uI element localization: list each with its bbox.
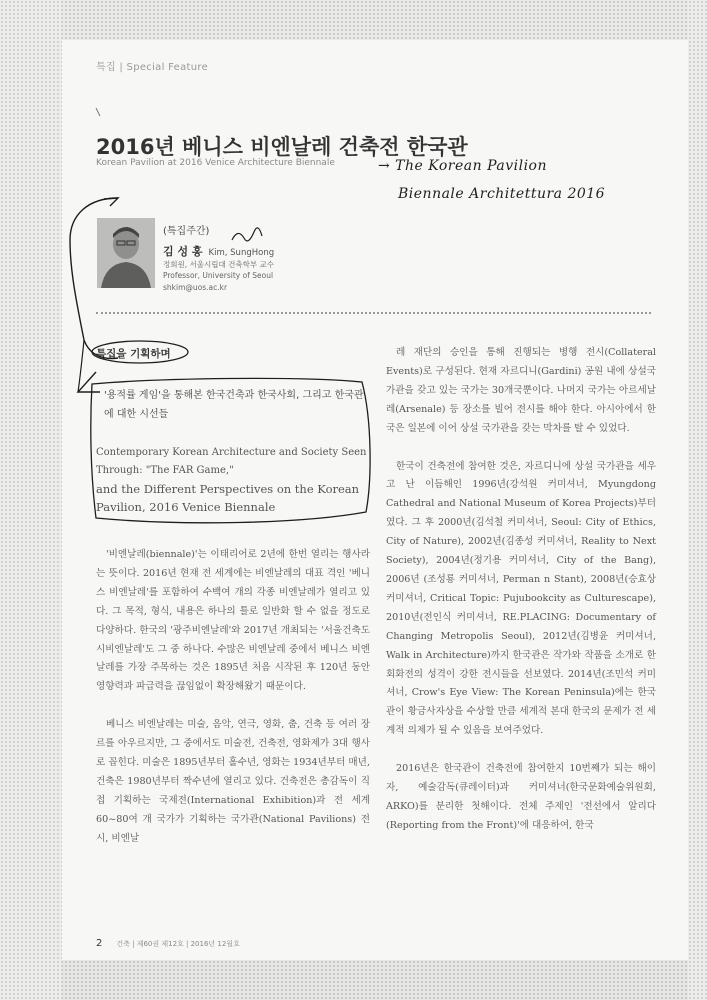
intro-english-line1: Contemporary Korean Architecture and Society Seen Through: "The FAR Game," [96,447,367,476]
author-portrait-icon [97,218,155,288]
body-paragraph: 2016년은 한국관이 건축전에 참여한지 10번째가 되는 해이자, 예술감독(큐레이터)과 커미셔너(한국문화예술위원회, ARKO)를 분리한 첫해이다. 전체 주제인 '전선에서 알리다(Reporting from the Front)'에 대응하여, 한국 [386,763,656,831]
intro-korean: '용적률 게임'을 통해본 한국건축과 한국사회, 그리고 한국관에 대한 시선들 [104,390,364,420]
handwritten-translation-line2: Biennale Architettura 2016 [398,186,606,202]
handwritten-translation-line1: → The Korean Pavilion [378,158,547,174]
body-column-right [386,344,656,855]
body-paragraph: '비엔날레(biennale)'는 이태리어로 2년에 한번 열리는 행사라는 뜻이다. 2016년 현재 전 세계에는 비엔날레의 대표 격인 '베니스 비엔날레'를 포함하여 수백여 개의 각종 비엔날레가 열리고 있다. 그 목적, 형식, 내용은 하나의 틀로 일반화 할 수 없을 정도로 다양하다. 한국의 '광주비엔날레'와 2017년 개최되는 '서울건축도시비엔날레'도 그 중 하나다. 수많은 비엔날레 중에서 베니스 비엔날레를 가장 주목하는 것은 1895년 처음 시작된 후 120년 동안 영향력과 파급력을 끊임없이 확장해왔기 때문이다. [96,549,370,693]
author-name-ko: 김 성 홍 [163,245,203,258]
section-label: 특집 | Special Feature [96,62,209,73]
author-email: shkim@uos.ac.kr [163,283,228,292]
scan-border-top [0,0,707,40]
author-position-ko: 정회원, 서울시립대 건축학부 교수 [163,260,274,269]
scan-border-left [0,0,62,1000]
body-paragraph: 베니스 비엔날레는 미술, 음악, 연극, 영화, 춤, 건축 등 여러 장르를 아우르지만, 그 중에서도 미술전, 건축전, 영화제가 3대 행사로 꼽힌다. 미술은 1895년부터 홀수년, 영화는 1934년부터 매년, 건축은 1980년부터 짝수년에 열리고 있다. 건축전은 총감독이 직접 기획하는 국제전(International Exhibition)과 전 세계 60~80여 개 국가가 기획하는 국가관(National Pavilions) 전시, 비엔날 [96,719,370,844]
author-role: (특집주간) [163,226,210,237]
author-name [163,243,274,259]
author-position-en: Professor, University of Seoul [163,271,274,280]
section-divider [96,312,651,314]
scan-border-right [688,0,707,1000]
body-paragraph: 한국이 건축전에 참여한 것은, 자르디니에 상설 국가관을 세우고 난 이듬해인 1996년(강석원 커미셔너, Myungdong Cathedral and National Museum of Korea Projects)부터였다. 그 후 2000년(김석철 커미셔너, Seoul: City of Ethics, City of Nature), 2002년(김종성 커미셔너, Reality to Next Society), 2004년(정기용 커미셔너, City of the Bang), 2006년 (조성룡 커미셔너, Perman n Stant), 2008년(승효상 커미셔너, Critical Topic: Pujubookcity as Culturescape), 2010년(전인식 커미셔너, RE.PLACING: Documentary of Changing Metropolis Seoul), 2012년(김병윤 커미셔너, Walk in Architecture)까지 한국관은 작가와 작품을 소개로 한 회화전의 성격이 강한 전시들을 선보였다. 2014년(조민석 커미셔너, Crow's Eye View: The Korean Peninsula)에는 한국관이 황금사자상을 수상할 만큼 세계적 본대 한국의 문제가 전 세계적 의제가 될 수 있음을 보여주었다. [386,460,656,737]
article-subtitle: Korean Pavilion at 2016 Venice Architecture Biennale [96,158,335,168]
page-footer [96,938,240,949]
journal-meta: 건축 | 제60권 제12호 | 2016년 12월호 [116,940,240,948]
page-number: 2 [96,938,103,949]
intro-english-line2: and the Different Perspectives on the Korean Pavilion, 2016 Venice Biennale [96,482,360,514]
intro-english [96,444,376,516]
author-photo [97,218,155,288]
article-title: 2016년 베니스 비엔날레 건축전 한국관 [96,135,468,159]
planning-heading: 특집을 기획하며 [96,348,171,360]
author-name-en: Kim, SungHong [208,248,275,258]
body-paragraph: 레 재단의 승인을 통해 진행되는 병행 전시(Collateral Events)로 구성된다. 현재 자르디니(Gardini) 공원 내에 상설국가관을 갖고 있는 국가는 30개국뿐이다. 나머지 국가는 아르세날레(Arsenale) 등 장소를 빌어 전시를 해야 한다. 아시아에서 한국은 일본에 이어 상설 국가관을 갖는 막차를 탈 수 있었다. [386,347,656,434]
scan-border-bottom [0,960,707,1000]
body-column-left [96,546,370,868]
